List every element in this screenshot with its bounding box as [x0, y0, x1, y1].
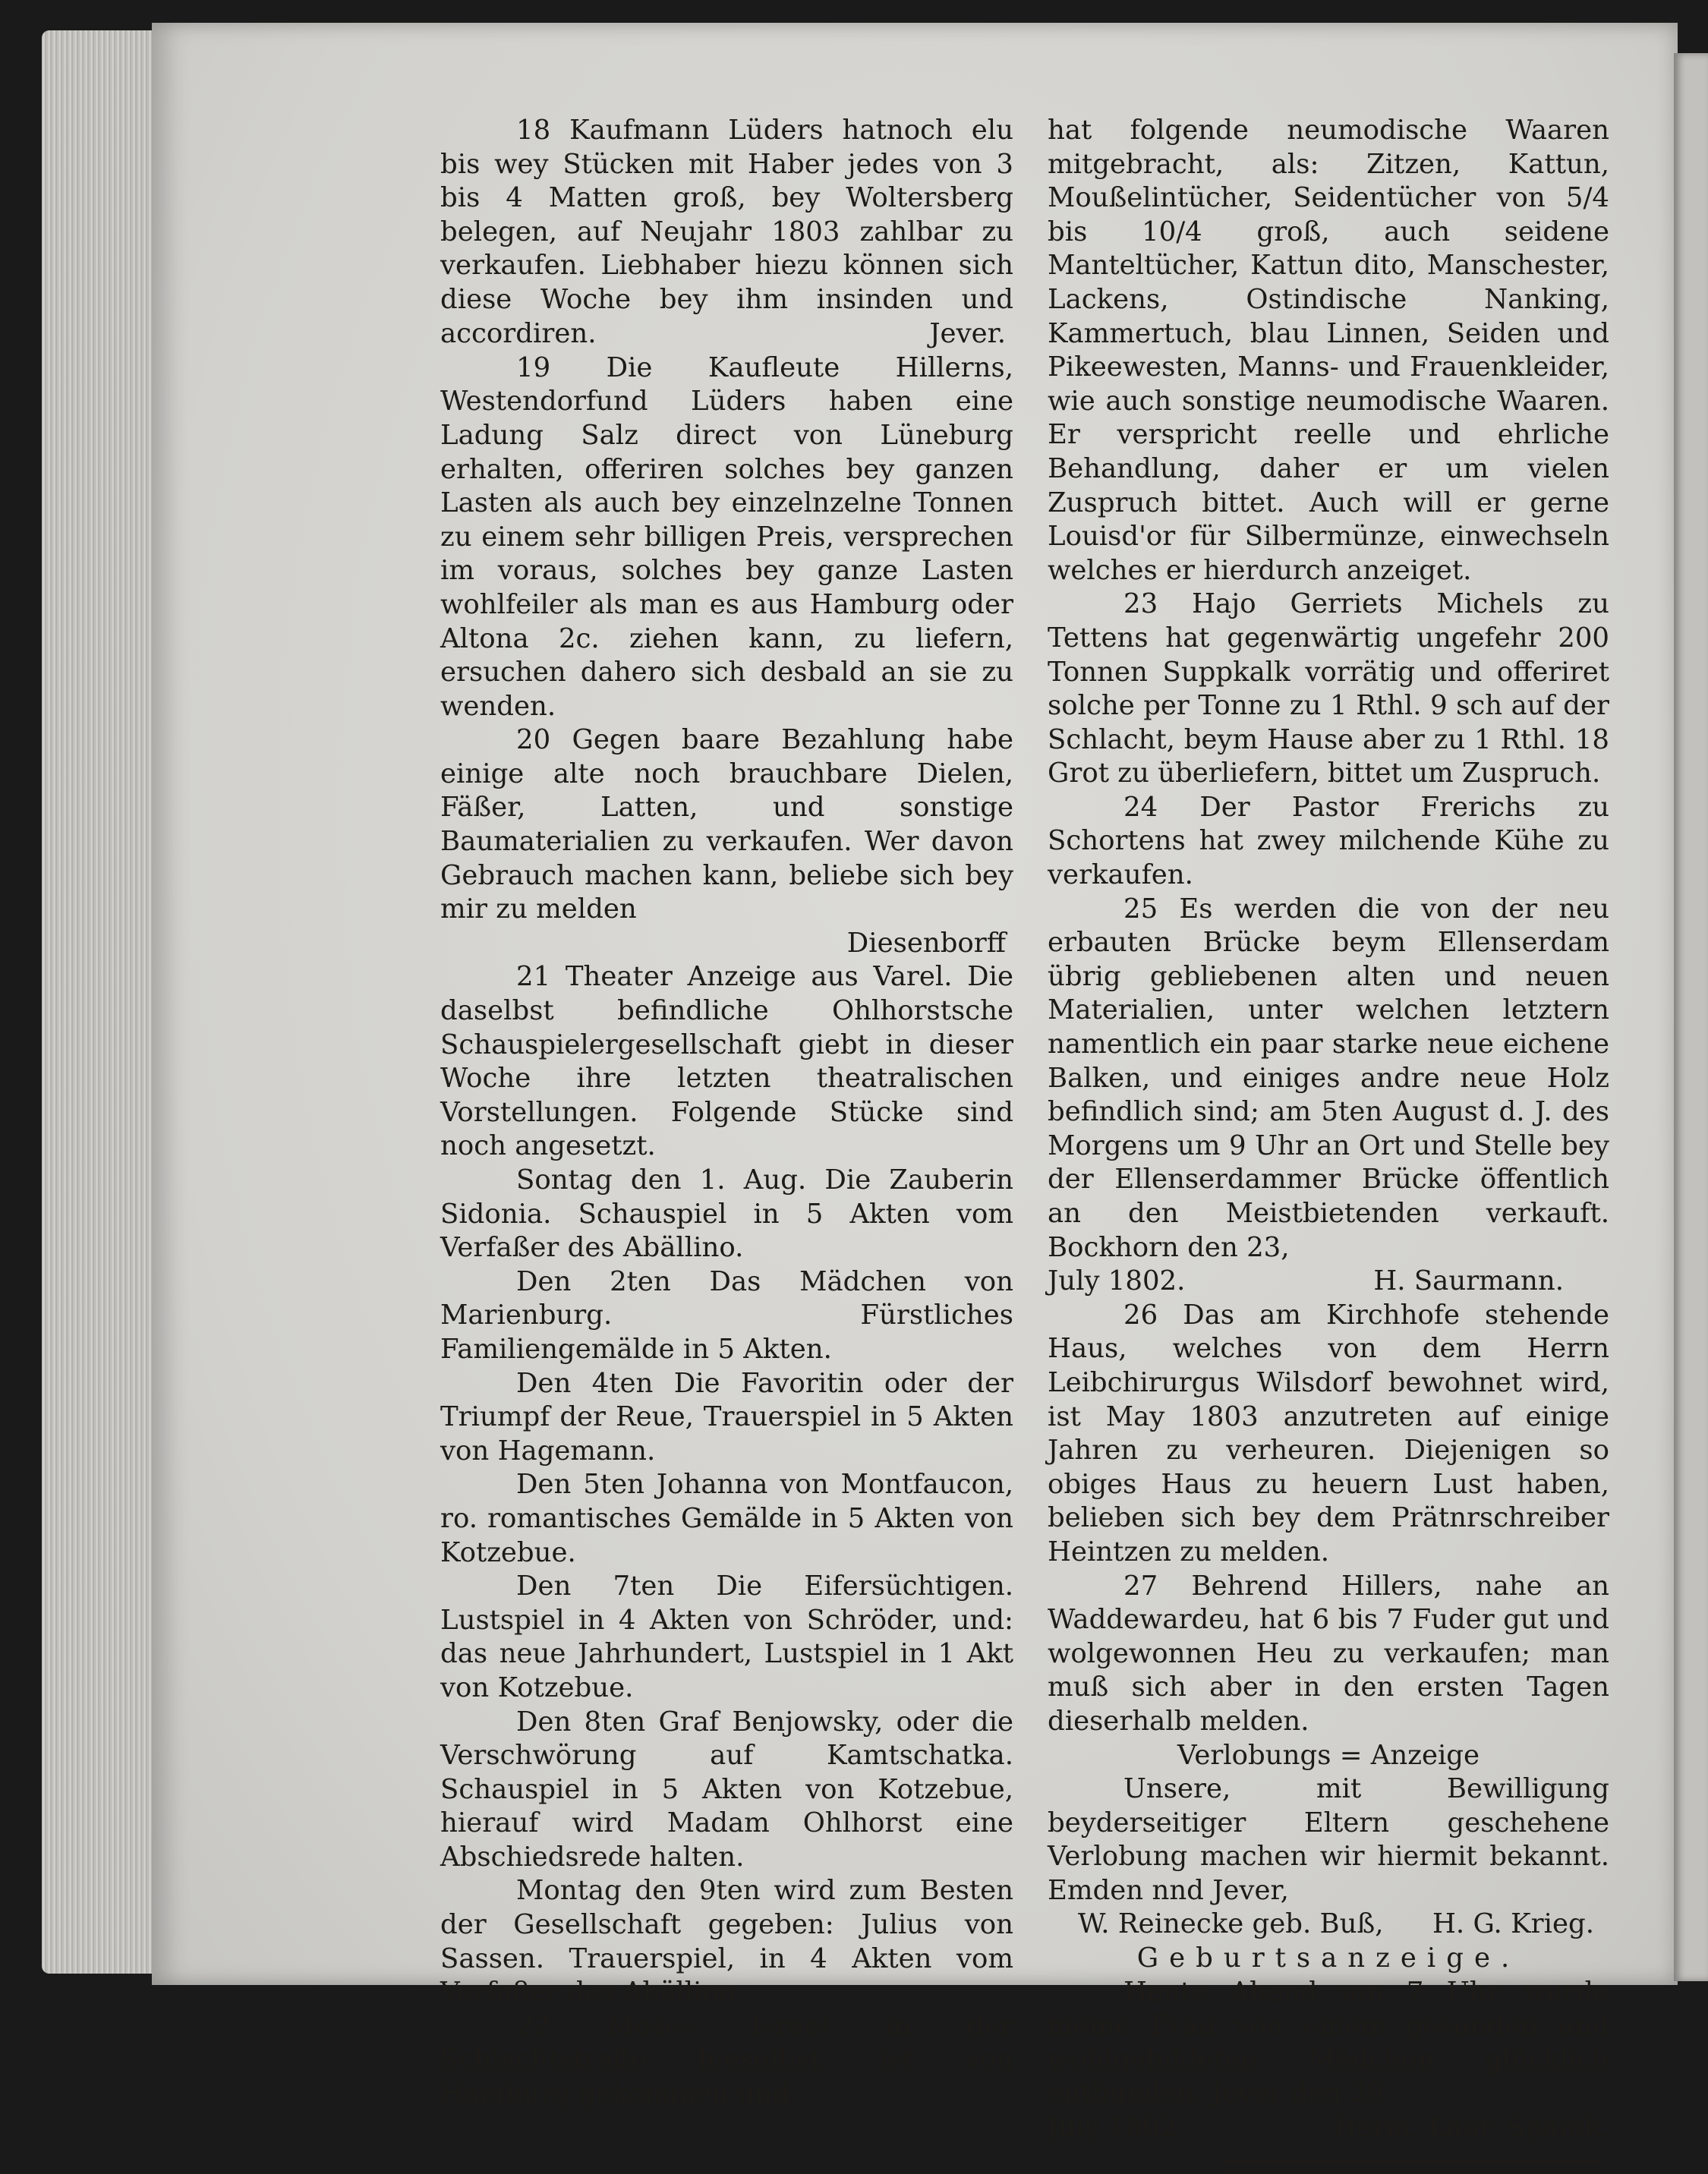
- ad-27: 27 Behrend Hillers, nahe an Waddewardeu, hat 6 bis 7 Fuder gut und wolgewonnen Heu zu verkaufen; man muß sich aber in den ersten Tagen dieserhalb melden.: [1048, 1570, 1609, 1737]
- ad-18-signature: Jever.: [929, 318, 1006, 350]
- show-3: Den 4ten Die Favoritin oder der Triumpf der Reue, Trauerspiel in 5 Akten von Hagemann.: [440, 1367, 1013, 1467]
- next-page-edge: [1674, 53, 1708, 1981]
- engagement-signatures: [1048, 1908, 1609, 1942]
- ad-22-start: 22 Moses Israel in der Schlachtstraße hieselbst, ist von Hamburg gekommen und: [440, 2010, 1013, 2110]
- ad-21: 21 Theater Anzeige aus Varel. Die daselbst befindliche Ohlhorstsche Schauspielergesellschaft giebt in dieser Woche ihre letzten theatralischen Vorstellungen. Folgende Stücke sind noch angesetzt.: [440, 961, 1013, 1162]
- birth-heading: Geburtsanzeige.: [1136, 1942, 1520, 1974]
- ad-18: 18 Kaufmann Lüders hatnoch elu bis wey Stücken mit Haber jedes von 3 bis 4 Matten groß, bey Woltersberg belegen, auf Neujahr 1803 zahlbar zu verkaufen. Liebhaber hiezu können sich diese Woche bey ihm insinden und accordiren.: [440, 115, 1013, 349]
- show-7: Montag den 9ten wird zum Besten der Gesellschaft gegeben: Julius von Sassen. Trauerspiel, in 4 Akten vom Verfaßer des Abällino.: [440, 1875, 1013, 2009]
- ad-22-continued: hat folgende neumodische Waaren mitgebracht, als: Zitzen, Kattun, Moußelintücher, Seidentücher von 5/4 bis 10/4 groß, auch seidene Manteltücher, Kattun dito, Manschester, Lackens, Ostindische Nanking, Kammertuch, blau Linnen, Seiden und Pikeewesten, Manns- und Frauenkleider, wie auch sonstige neumodische Waaren. Er verspricht reelle und ehrliche Behandlung, daher er um vielen Zuspruch bittet. Auch will er gerne Louisd'or für Silbermünze, einwechseln welches er hierdurch anzeiget.: [1048, 115, 1609, 586]
- birth-footer: [1048, 2111, 1609, 2145]
- engagement-text: Unsere, mit Bewilligung beyderseitiger Eltern geschehene Verlobung machen wir hiermit bekannt. Emden nnd Jever,: [1048, 1773, 1609, 1906]
- ad-20: 20 Gegen baare Bezahlung habe einige alte noch brauchbare Dielen, Fäßer, Latten, und sonstige Baumaterialien zu verkaufen. Wer davon Gebrauch machen kann, beliebe sich bey mir zu melden: [440, 724, 1013, 925]
- show-1: Sontag den 1. Aug. Die Zauberin Sidonia. Schauspiel in 5 Akten vom Verfaßer des Abällino.: [440, 1164, 1013, 1264]
- ad-25: 25 Es werden die von der neu erbauten Brücke beym Ellenserdam übrig gebliebenen alten und neuen Materialien, unter welchen letztern namentlich ein paar starke neue eichene Balken, und einiges andre neue Holz befindlich sind; am 5ten August d. J. des Morgens um 9 Uhr an Ort und Stelle bey der Ellenserdammer Brücke öffentlich an den Meistbietenden verkauft. Bockhorn den 23,: [1048, 893, 1609, 1263]
- left-column: [440, 114, 1013, 2112]
- closing-double-rule: [1222, 2159, 1602, 2174]
- ad-19: 19 Die Kaufleute Hillerns, Westendorfund Lüders haben eine Ladung Salz direct von Lüneburg erhalten, offeriren solches bey ganzen Lasten als auch bey einzelnzelne Tonnen zu einem sehr billigen Preis, versprechen im voraus, solches bey ganze Lasten wohlfeiler als man es aus Hamburg oder Altona 2c. ziehen kann, zu liefern, ersuchen dahero sich desbald an sie zu wenden.: [440, 351, 1013, 722]
- show-2: Den 2ten Das Mädchen von Marienburg. Fürstliches Familiengemälde in 5 Akten.: [440, 1265, 1013, 1365]
- ad-25-date: July 1802.: [1048, 1265, 1186, 1297]
- show-6: Den 8ten Graf Benjowsky, oder die Verschwörung auf Kamtschatka. Schauspiel in 5 Akten von Kotzebue, hierauf wird Madam Ohlhorst eine Abschiedsrede halten.: [440, 1706, 1013, 1873]
- engagement-signature-groom: H. G. Krieg.: [1432, 1908, 1594, 1940]
- birth-date: July 1802.: [1048, 2112, 1186, 2144]
- show-5: Den 7ten Die Eifersüchtigen. Lustspiel in 4 Akten von Schröder, und: das neue Jahrhundert, Lustspiel in 1 Akt von Kotzebue.: [440, 1571, 1013, 1703]
- show-4: Den 5ten Johanna von Montfaucon, ro. romantisches Gemälde in 5 Akten von Kotzebue.: [440, 1469, 1013, 1568]
- ad-20-signature: Diesenborff: [846, 927, 1006, 959]
- birth-signature: Herm. Laur. Spaink.: [1333, 2112, 1609, 2144]
- birth-text: Heute Abend um 7 Uhr wurde meine Frau von einem gesunden und wohlgebildeten Mädchen glücklich entbunden. Jever den 29: [1048, 1976, 1609, 2109]
- ad-25-footer: [1048, 1265, 1609, 1299]
- ad-26: 26 Das am Kirchhofe stehende Haus, welches von dem Herrn Leibchirurgus Wilsdorf bewohnet wird, ist May 1803 anzutreten auf einige Jahren zu verheuren. Diejenigen so obiges Haus zu heuern Lust haben, belieben sich bey dem Prätnrschreiber Heintzen zu melden.: [1048, 1299, 1609, 1567]
- right-column: [1048, 114, 1609, 2174]
- ad-23: 23 Hajo Gerriets Michels zu Tettens hat gegenwärtig ungefehr 200 Tonnen Suppkalk vorrätig und offeriret solche per Tonne zu 1 Rthl. 9 sch auf der Schlacht, beym Hause aber zu 1 Rthl. 18 Grot zu überliefern, bittet um Zuspruch.: [1048, 588, 1609, 789]
- ad-24: 24 Der Pastor Frerichs zu Schortens hat zwey milchende Kühe zu verkaufen.: [1048, 791, 1609, 891]
- engagement-signature-bride: W. Reinecke geb. Buß,: [1078, 1908, 1384, 1940]
- engagement-heading: Verlobungs = Anzeige: [1177, 1739, 1480, 1771]
- ad-25-signature: H. Saurmann.: [1373, 1265, 1564, 1297]
